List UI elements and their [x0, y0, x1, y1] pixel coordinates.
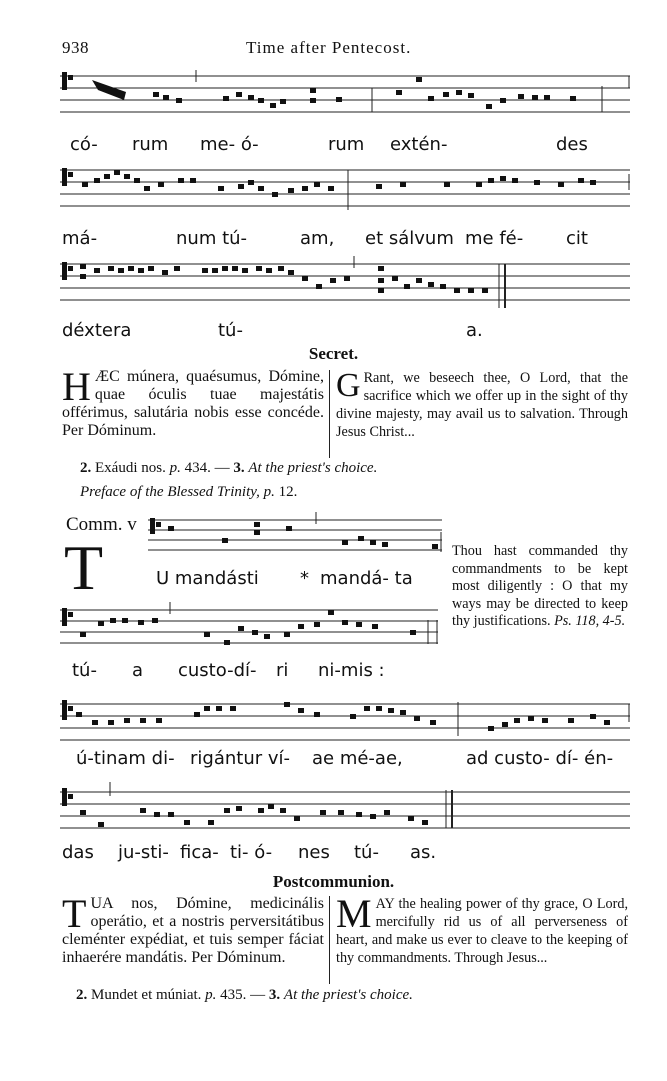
- staff-1-lyric-6: des: [556, 134, 588, 155]
- chant-staff-5: [58, 600, 442, 656]
- staff-2-lyric-2: num tú-: [176, 228, 248, 249]
- comm-staff-2-lyric-1: tú-: [72, 660, 97, 681]
- note-dash: —: [250, 987, 266, 1003]
- postcommunion-english-text: AY the healing power of thy grace, O Lord, mercifully rid us of all perverseness of heart, and make us ever to cleave to the keeping of thy commandments. Through Jesus...: [336, 896, 628, 966]
- comm-staff-3-lyric-4: ad custo- dí- én-: [466, 748, 614, 769]
- note-number: 2.: [76, 987, 88, 1003]
- note-page-ref: p.: [205, 987, 217, 1003]
- note-text: At the priest's choice.: [248, 460, 378, 476]
- comm-staff-4-lyric-7: as.: [410, 842, 437, 863]
- note-page: 434.: [184, 460, 211, 476]
- comm-staff-2-lyric-3: custo-dí-: [178, 660, 257, 681]
- note-text: Mundet et múniat.: [91, 987, 202, 1003]
- comm-staff-3-lyric-2: rigántur ví-: [190, 748, 291, 769]
- staff-1-lyric-3: me- ó-: [200, 134, 259, 155]
- communion-mode: v: [127, 514, 137, 535]
- staff-1-lyric-4: rum: [328, 134, 365, 155]
- comm-staff-3-lyric-3: ae mé-ae,: [312, 748, 403, 769]
- postcommunion-column-divider: [329, 896, 330, 984]
- staff-3-lyric-1: déxtera: [62, 320, 132, 341]
- postcommunion-english-initial: M: [336, 891, 372, 936]
- comm-staff-4-lyric-6: tú-: [354, 842, 379, 863]
- postcommunion-note: [76, 987, 413, 1004]
- note-text: At the priest's choice.: [283, 987, 413, 1003]
- page-number: 938: [62, 38, 89, 57]
- secret-latin: [62, 364, 324, 440]
- comm-staff-4-lyric-3: fica-: [180, 842, 219, 863]
- chant-staff-7: [58, 780, 634, 840]
- chant-staff-1: [58, 68, 634, 128]
- note-number: 2.: [80, 460, 92, 476]
- chant-staff-4: [146, 512, 446, 562]
- communion-initial: T: [64, 532, 104, 603]
- staff-3-lyric-3: a.: [466, 320, 483, 341]
- chant-staff-2: [58, 160, 634, 220]
- preface-ref: Preface of the Blessed Trinity,: [80, 484, 260, 500]
- secret-english-text: Rant, we beseech thee, O Lord, that the sacrifice which we offer up in the sight of thy divine majesty, may avail us to salvation. Through Jesus Christ...: [336, 370, 628, 440]
- note-page: 435.: [220, 987, 247, 1003]
- comm-staff-4-lyric-1: das: [62, 842, 94, 863]
- communion-english-text: Thou hast commanded thy commandments to be kept most diligently : O that my ways may be directed to keep thy justifications.: [452, 543, 628, 629]
- staff-1-lyric-5: extén-: [390, 134, 448, 155]
- staff-2-lyric-5: me fé-: [465, 228, 524, 249]
- chant-staff-3: [58, 254, 634, 314]
- comm-staff-2-lyric-5: ni-mis :: [318, 660, 385, 681]
- communion-english: [452, 543, 628, 631]
- comm-staff-1-lyric-1: U mandásti: [156, 568, 259, 589]
- comm-staff-1-lyric-3: mandá- ta: [320, 568, 413, 589]
- staff-1-lyric-1: có-: [70, 134, 98, 155]
- comm-staff-4-lyric-4: ti- ó-: [230, 842, 273, 863]
- staff-2-lyric-1: má-: [62, 228, 98, 249]
- staff-2-lyric-6: cit: [566, 228, 588, 249]
- staff-2-lyric-3: am,: [300, 228, 335, 249]
- secret-latin-initial: H: [62, 364, 91, 409]
- note-number: 3.: [233, 460, 245, 476]
- comm-staff-4-lyric-5: nes: [298, 842, 330, 863]
- secret-heading: Secret.: [308, 344, 359, 363]
- secret-latin-text: ÆC múnera, quaésumus, Dómine, quae óculis tuae majestátis offérimus, salutária nobis esse concéde. Per Dóminum.: [62, 368, 324, 439]
- secret-note-2: [80, 484, 297, 501]
- postcommunion-latin-initial: T: [62, 891, 87, 936]
- communion-psalm-ref: Ps. 118, 4-5.: [554, 613, 626, 629]
- note-number: 3.: [268, 987, 281, 1003]
- postcommunion-heading: Postcommunion.: [272, 872, 395, 891]
- staff-2-lyric-4: et sálvum: [365, 228, 454, 249]
- comm-staff-2-lyric-2: a: [132, 660, 144, 681]
- comm-staff-4-lyric-2: ju-sti-: [118, 842, 169, 863]
- chant-staff-6: [58, 692, 634, 752]
- note-dash: —: [214, 460, 230, 476]
- comm-staff-2-lyric-4: ri: [276, 660, 289, 681]
- running-title: Time after Pentecost.: [246, 38, 412, 57]
- staff-3-lyric-2: tú-: [218, 320, 243, 341]
- comm-staff-1-lyric-2: *: [300, 568, 309, 589]
- comm-staff-3-lyric-1: ú-tinam di-: [76, 748, 175, 769]
- secret-note-1: [80, 460, 377, 477]
- postcommunion-latin-text: UA nos, Dómine, medicinális operátio, et a nostris perversitátibus cleménter expédiat, et tuis semper fáciat inhaerére mandátis. Per Dóminum.: [62, 895, 324, 966]
- secret-column-divider: [329, 370, 330, 458]
- secret-english-initial: G: [336, 367, 361, 404]
- communion-label-text: Comm.: [66, 514, 123, 535]
- postcommunion-latin: [62, 891, 324, 967]
- secret-english: [336, 369, 628, 441]
- note-text: Exáudi nos.: [95, 460, 166, 476]
- staff-1-lyric-2: rum: [132, 134, 169, 155]
- preface-page-ref: p.: [263, 484, 275, 500]
- postcommunion-english: [336, 891, 628, 967]
- note-page-ref: p.: [169, 460, 181, 476]
- preface-page: 12.: [278, 484, 298, 500]
